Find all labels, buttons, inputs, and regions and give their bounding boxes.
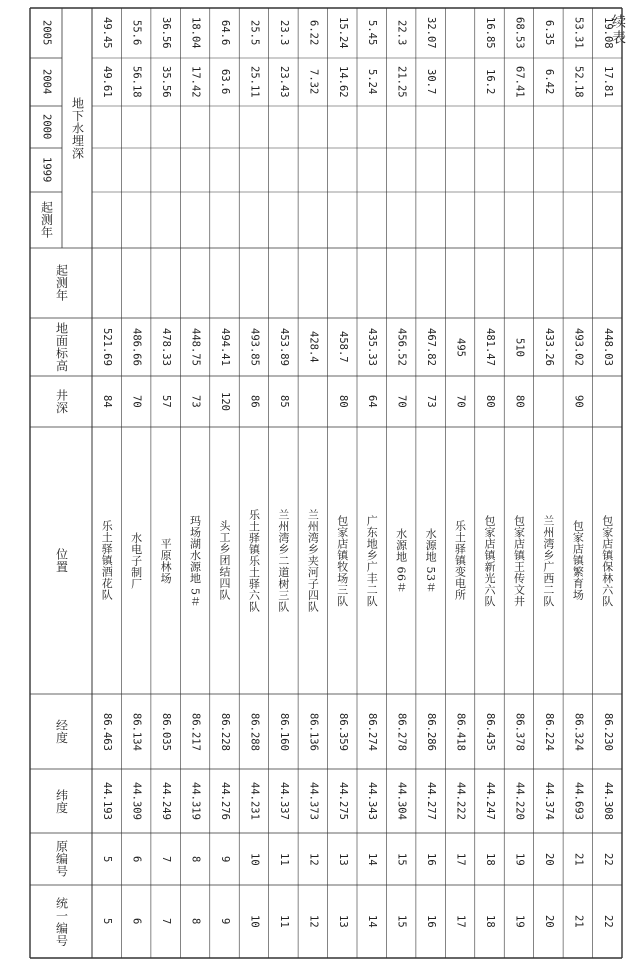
cell-orig-id: 6 [130,855,143,863]
cell-2005: 18.04 [189,17,202,49]
cell-lon: 86.136 [307,712,320,751]
cell-lat: 44.693 [572,782,585,820]
cell-location: 包家店镇繁育场 [571,520,585,601]
cell-depth: 64 [366,395,379,408]
header-elevation: 地面标高 [54,322,69,372]
cell-lon: 86.230 [601,712,614,751]
cell-lat: 44.309 [130,782,143,820]
cell-location: 乐土驿镇变电所 [453,520,467,601]
cell-2004: 49.61 [101,66,114,98]
cell-unified-id: 9 [218,918,231,925]
cell-lon: 86.160 [277,712,290,751]
cell-unified-id: 19 [513,915,526,928]
header-lat: 纬度 [54,788,69,814]
cell-lat: 44.247 [483,782,496,820]
cell-depth: 85 [277,395,290,408]
cell-lat: 44.220 [513,782,526,820]
cell-elevation: 456.52 [395,328,408,366]
cell-unified-id: 10 [248,915,261,928]
cell-lat: 44.276 [218,782,231,820]
cell-unified-id: 16 [425,915,438,928]
cell-unified-id: 13 [336,915,349,928]
cell-depth: 120 [218,392,231,411]
cell-2005: 23.3 [277,20,290,46]
cell-lon: 86.418 [454,712,467,751]
cell-lon: 86.324 [572,712,585,751]
cell-2005: 55.6 [130,20,143,46]
cell-orig-id: 13 [336,852,349,866]
cell-depth: 57 [160,395,173,408]
cell-2005: 32.07 [425,17,438,49]
cell-2004: 21.25 [395,66,408,98]
cell-elevation: 481.47 [483,328,496,366]
cell-lat: 44.249 [160,782,173,820]
cell-2004: 35.56 [160,66,173,98]
header-2005: 2005 [40,20,53,46]
cell-2005: 22.3 [395,20,408,46]
cell-lon: 86.435 [483,712,496,751]
cell-2004: 52.18 [572,66,585,98]
cell-lat: 44.337 [277,782,290,820]
cell-2005: 19.08 [601,17,614,49]
cell-elevation: 495 [454,337,467,357]
header-2000: 2000 [40,114,53,140]
cell-orig-id: 20 [542,852,555,866]
cell-2004: 7.32 [307,69,320,95]
cell-lon: 86.274 [366,712,379,751]
cell-2005: 49.45 [101,17,114,49]
cell-location: 水电子制厂 [129,531,143,590]
cell-location: 包家店镇新光六队 [482,514,496,607]
cell-2005: 15.24 [336,17,349,49]
cell-elevation: 453.89 [277,328,290,366]
cell-2004: 17.42 [189,66,202,98]
cell-2004: 17.81 [601,66,614,98]
cell-depth [595,376,620,427]
cell-lon: 86.035 [160,712,173,751]
cell-lat: 44.343 [366,782,379,820]
cell-location: 水源地 66＃ [394,528,408,593]
cell-depth: 80 [513,395,526,408]
cell-orig-id: 22 [601,852,614,866]
cell-lon: 86.286 [425,712,438,751]
cell-2004: 5.24 [366,69,379,95]
cell-unified-id: 18 [483,915,496,928]
cell-elevation: 493.85 [248,328,261,366]
cell-depth [300,376,325,427]
cell-2005: 36.56 [160,17,173,49]
cell-lon: 86.217 [189,712,202,751]
cell-elevation: 510 [513,337,526,357]
cell-lat: 44.275 [336,782,349,820]
cell-2005: 6.35 [542,20,555,46]
cell-unified-id: 22 [601,915,614,928]
cell-orig-id: 7 [160,855,173,863]
cell-location: 平原林场 [159,537,173,584]
cell-depth: 84 [101,395,114,408]
cell-elevation: 448.75 [189,328,202,366]
cell-lat: 44.277 [425,782,438,820]
cell-orig-id: 10 [248,852,261,866]
cell-2005: 5.45 [366,20,379,46]
header-orig-id: 原编号 [54,840,69,878]
cell-elevation: 467.82 [425,328,438,366]
cell-elevation: 458.7 [336,331,349,363]
cell-lat: 44.193 [101,782,114,820]
cell-unified-id: 12 [307,915,320,928]
cell-location: 包家店镇王传文井 [512,514,526,607]
cell-depth: 70 [395,395,408,408]
cell-depth: 86 [248,395,261,408]
cell-location: 包家店镇牧场三队 [335,514,349,607]
cell-elevation: 486.66 [130,328,143,366]
cell-lat: 44.222 [454,782,467,820]
cell-depth: 73 [425,395,438,408]
cell-orig-id: 14 [366,852,379,866]
cell-2005: 64.6 [218,20,231,46]
cell-orig-id: 5 [101,855,114,863]
cell-unified-id: 20 [542,915,555,928]
cell-lon: 86.359 [336,712,349,751]
cell-2005: 16.85 [483,17,496,49]
cell-unified-id: 11 [277,915,290,928]
cell-location: 兰州湾乡二道树三队 [276,508,290,613]
cell-orig-id: 16 [425,852,438,866]
header-2004: 2004 [40,69,53,95]
cell-depth: 80 [483,395,496,408]
cell-location: 玛场湖水源地 5＃ [188,514,202,607]
cell-depth: 70 [130,395,143,408]
cell-lat: 44.231 [248,782,261,820]
cell-elevation: 493.02 [572,328,585,366]
cell-2004: 16.2 [483,69,496,95]
cell-orig-id: 21 [572,852,585,866]
cell-location: 兰州湾乡广西二队 [541,514,555,607]
cell-orig-id: 9 [218,855,231,863]
cell-unified-id: 15 [395,915,408,928]
cell-elevation: 478.33 [160,328,173,366]
cell-orig-id: 8 [189,855,202,863]
cell-2005: 53.31 [572,17,585,49]
cell-unified-id: 6 [130,918,143,925]
cell-lat: 44.373 [307,782,320,820]
cell-2004: 6.42 [542,69,555,95]
cell-2004: 63.6 [218,69,231,95]
cell-elevation: 428.4 [307,331,320,363]
cell-elevation: 435.33 [366,328,379,366]
cell-lon: 86.463 [101,712,114,751]
cell-unified-id: 7 [160,918,173,925]
cell-depth: 90 [572,395,585,408]
cell-2004 [447,58,472,106]
cell-location: 乐土驿镇乐土驿六队 [247,508,261,613]
page-title: 续表 [610,14,626,46]
cell-orig-id: 11 [277,852,290,866]
header-groundwater-depth: 地下水埋深 [70,96,85,160]
cell-location: 水源地 53＃ [424,528,438,593]
cell-lon: 86.224 [542,712,555,751]
cell-location: 乐土驿镇酒花队 [100,520,114,601]
cell-orig-id: 17 [454,852,467,866]
cell-2005 [447,8,472,58]
header-sub-start: 起测年 [39,201,54,239]
cell-lon: 86.378 [513,712,526,751]
cell-lon: 86.288 [248,712,261,751]
cell-orig-id: 15 [395,852,408,866]
cell-elevation: 448.03 [601,328,614,366]
cell-2004: 14.62 [336,66,349,98]
cell-depth: 70 [454,395,467,408]
cell-lon: 86.134 [130,712,143,751]
cell-lat: 44.308 [601,782,614,820]
cell-2004: 23.43 [277,66,290,98]
cell-orig-id: 19 [513,852,526,866]
header-depth: 井深 [54,389,69,414]
header-location: 位置 [54,548,69,573]
cell-depth: 80 [336,395,349,408]
cell-2004: 67.41 [513,66,526,98]
cell-location: 头工乡团结四队 [217,520,231,601]
cell-2005: 6.22 [307,20,320,46]
cell-orig-id: 12 [307,852,320,866]
cell-lon: 86.228 [218,712,231,751]
cell-depth [536,376,561,427]
cell-lat: 44.374 [542,782,555,820]
cell-elevation: 494.41 [218,328,231,366]
cell-lon: 86.278 [395,712,408,751]
cell-lat: 44.319 [189,782,202,820]
header-lon: 经度 [54,719,69,744]
cell-unified-id: 17 [454,915,467,928]
cell-location: 广东地乡广丰二队 [365,514,379,607]
cell-unified-id: 5 [101,918,114,925]
cell-2005: 25.5 [248,20,261,46]
cell-orig-id: 18 [483,852,496,866]
cell-location: 包家店镇保林六队 [600,514,614,607]
header-1999: 1999 [40,157,53,183]
cell-elevation: 433.26 [542,328,555,366]
cell-unified-id: 14 [366,915,379,928]
cell-2005: 68.53 [513,17,526,49]
cell-lat: 44.304 [395,782,408,820]
cell-elevation: 521.69 [101,328,114,366]
cell-unified-id: 8 [189,918,202,925]
cell-2004: 25.11 [248,66,261,98]
cell-depth: 73 [189,395,202,408]
cell-2004: 56.18 [130,66,143,98]
cell-location: 兰州湾乡夹河子四队 [306,508,320,613]
header-start-year: 起测年 [54,264,69,302]
cell-2004: 30.7 [425,69,438,95]
header-unified-id: 统一编号 [54,896,69,947]
cell-unified-id: 21 [572,915,585,928]
